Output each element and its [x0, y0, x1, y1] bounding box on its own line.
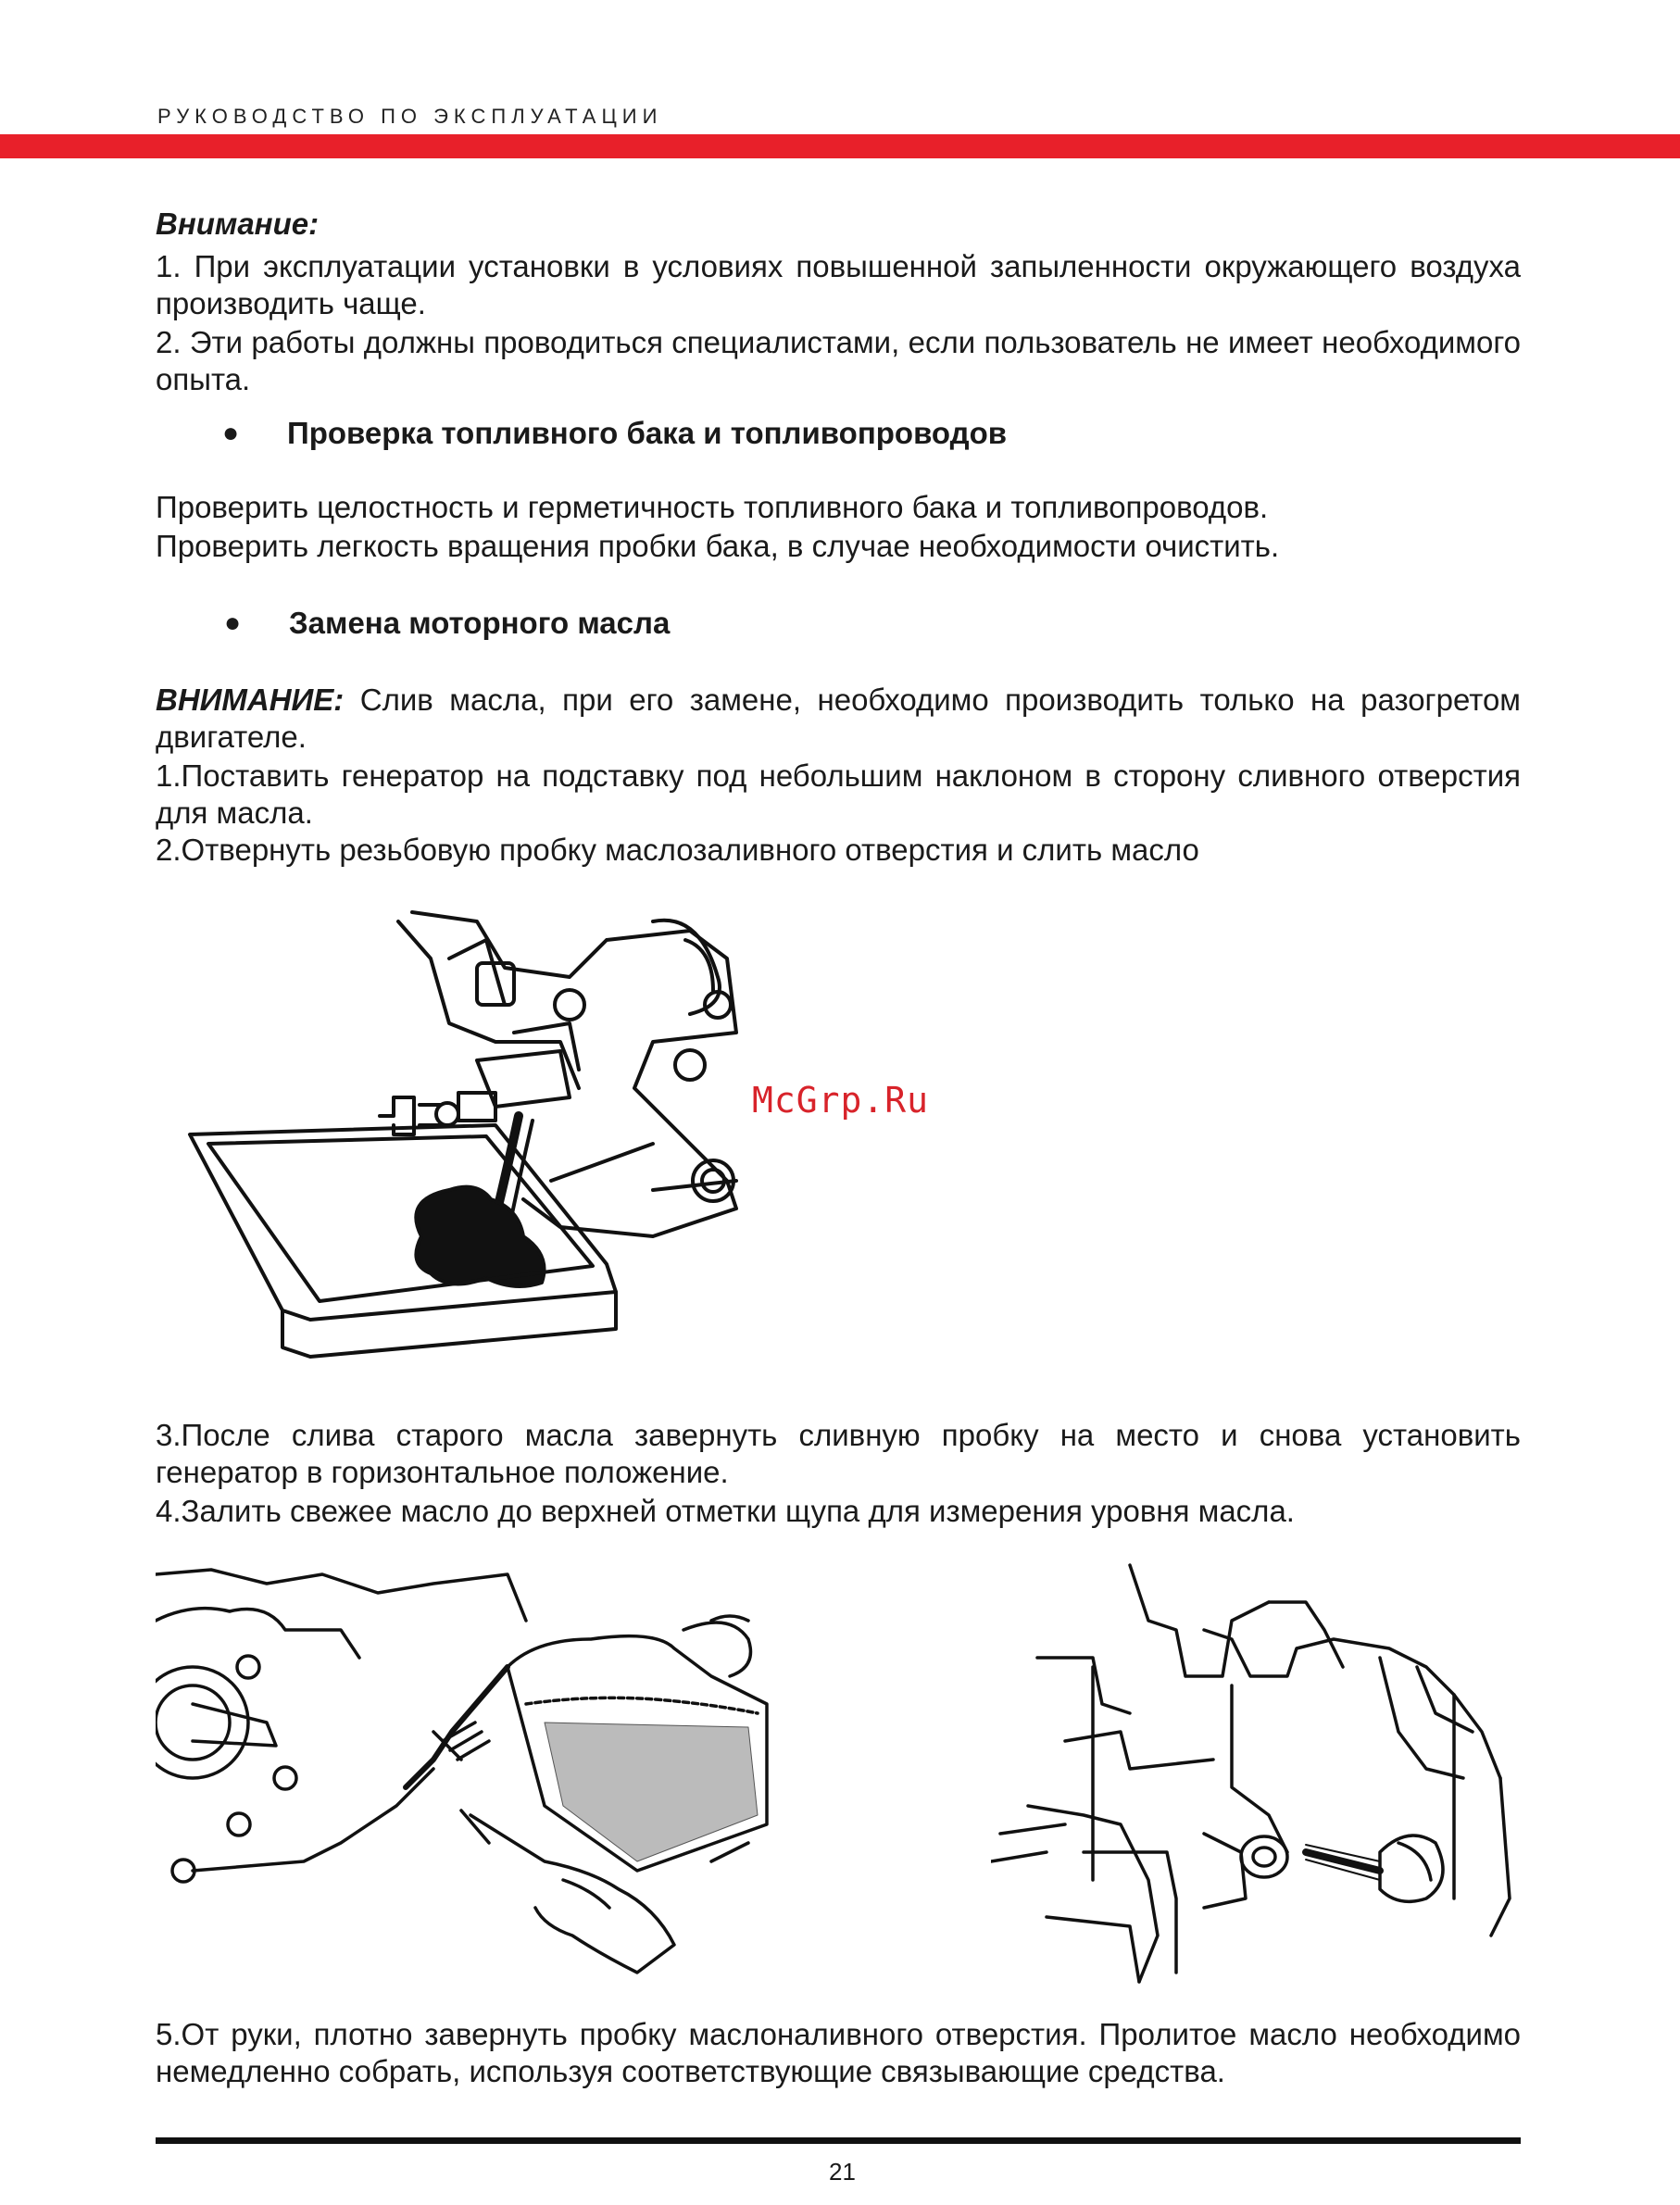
dipstick-cap-illustration	[991, 1547, 1528, 2000]
oil-step-1: 1.Поставить генератор на подставку под небольшим наклоном в сторону сливного отверстия для масла.	[156, 758, 1521, 830]
oil-step-5: 5.От руки, плотно завернуть пробку маслоналивного отверстия. Пролитое масло необходимо немедленно собрать, используя соответствующие связывающие средства.	[156, 2017, 1521, 2088]
bullet-icon: ●	[222, 418, 240, 448]
attention-item-1: 1. При эксплуатации установки в условиях повышенной запыленности окружающего воздуха производить чаще.	[156, 249, 1521, 320]
oil-section-heading: Замена моторного масла	[289, 606, 671, 640]
oil-section-heading-row	[224, 605, 671, 642]
fuel-check-line-2: Проверить легкость вращения пробки бака, в случае необходимости очистить.	[156, 529, 1280, 563]
oil-step-4: 4.Залить свежее масло до верхней отметки щупа для измерения уровня масла.	[156, 1494, 1295, 1528]
footer-rule	[156, 2137, 1521, 2144]
page-number: 21	[829, 2158, 856, 2186]
header-red-bar	[0, 134, 1680, 158]
watermark: McGrp.Ru	[752, 1080, 930, 1121]
oil-warning-label: ВНИМАНИЕ:	[156, 683, 345, 717]
oil-fill-illustration	[156, 1565, 785, 1991]
oil-drain-illustration	[171, 903, 857, 1384]
bullet-icon: ●	[224, 608, 242, 638]
oil-step-3: 3.После слива старого масла завернуть сливную пробку на место и снова установить генератор в горизонтальное положение.	[156, 1418, 1521, 1489]
attention-item-2: 2. Эти работы должны проводиться специалистами, если пользователь не имеет необходимого опыта.	[156, 325, 1521, 396]
oil-warning	[156, 682, 1521, 756]
fuel-section-heading: Проверка топливного бака и топливопроводов	[287, 416, 1008, 450]
fuel-section-heading-row	[222, 415, 1008, 452]
document-header-title: РУКОВОДСТВО ПО ЭКСПЛУАТАЦИИ	[157, 105, 663, 128]
oil-step-2: 2.Отвернуть резьбовую пробку маслозаливного отверстия и слить масло	[156, 833, 1199, 867]
attention-title: Внимание:	[156, 207, 320, 241]
oil-warning-text: Слив масла, при его замене, необходимо производить только на разогретом двигателе.	[156, 683, 1521, 754]
fuel-check-line-1: Проверить целостность и герметичность топливного бака и топливопроводов.	[156, 490, 1269, 524]
